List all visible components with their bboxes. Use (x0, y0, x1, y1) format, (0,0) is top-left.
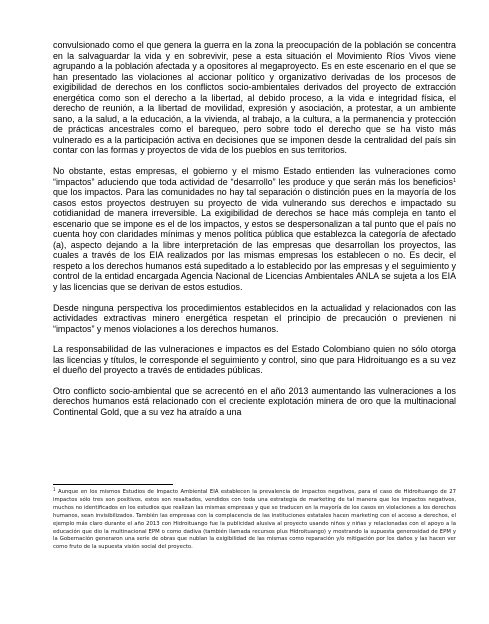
footnote-reference: 1 (452, 177, 456, 184)
body-paragraph-3: Desde ninguna perspectiva los procedimientos establecidos en la actualidad y relacionados con las actividades extractivas minero energética respetan el principio de precaución o previenen ni “impactos” y menos violaciones a los derechos humanos. (53, 302, 456, 334)
footnote-text: Aunque en los mismos Estudios de Impacto Ambiental EIA establecen la prevalencia de impactos negativos, para el caso de Hidroituango de 27 impactos sólo tres son positivos, estos son resaltados, vendidos con toda una estrategia de marketing de tal manera que los impactos negativos, muchos no identificados en los estudios que realizan las mismas empresas y que se traducen en la mayoría de los casos en violaciones a los derechos humanos, sean invisibilizados. También las empresas con la complacencia de las instituciones estatales hacen marketing con el acceso a derechos, el ejemplo más claro durante el año 2013 con Hidroituango fue la publicidad alusiva al proyecto usando niños y niñas y relacionadas con el apoyo a la educación que dio la multinacional EPM o como dadiva (también llamada recursos plus Hidroituango) y mostrando la supuesta generosidad de EPM y la Gobernación generaron una serie de obras que nublan la exigibilidad de las mismas como reparación y/o mitigación por los daños y las hacen ver como fruto de la supuesta visión social del proyecto. (53, 489, 456, 551)
body-paragraph-4: La responsabilidad de las vulneraciones e impactos es del Estado Colombiano quien no sólo otorga las licencias y títulos, le corresponde el seguimiento y control, sino que para Hidroituango es a su vez el dueño del proyecto a través de entidades públicas. (53, 344, 456, 376)
body-paragraph-1: convulsionado como el que genera la guerra en la zona la preocupación de la población se concentra en la salvaguardar la vida y en sobrevivir, pese a esta situación el Movimiento Ríos Vivos viene agrupando a la población afectada y a opositores al megaproyecto. Es en este escenario en el que se han presentado las violaciones al accionar político y organizativo derivadas de los procesos de exigibilidad de derechos en los conflictos socio-ambientales derivados del proyecto de extracción energética como son el derecho a la libertad, al debido proceso, a la vida e integridad física, el derecho de reunión, a la libertad de movilidad, expresión y asociación, a protestar, a un ambiente sano, a la salud, a la educación, a la vivienda, al trabajo, a la cultura, a la permanencia y protección de prácticas ancestrales como el barequeo, pero sobre todo el derecho que se ha visto más vulnerado es a la participación activa en decisiones que se imponen desde la centralidad del país sin contar con las formas y proyectos de vida de los pueblos en sus territorios. (53, 40, 456, 156)
footnote-number: 1 (53, 487, 56, 492)
footnote (53, 489, 456, 552)
footnote-separator (53, 484, 173, 485)
body-paragraph-2 (53, 166, 456, 293)
body-paragraph-5: Otro conflicto socio-ambiental que se acrecentó en el año 2013 aumentando las vulneraciones a los derechos humanos está relacionado con el creciente explotación minera de oro que la multinacional Continental Gold, que a su vez ha atraído a una (53, 385, 456, 417)
paragraph-2-text-start: No obstante, estas empresas, el gobierno y el mismo Estado entienden las vulneraciones como “impactos” aduciendo que toda actividad de “desarrollo” les produce y que serán más los beneficios (53, 166, 456, 187)
paragraph-2-text-end: que los impactos. Para las comunidades no hay tal separación o distinción pues en la mayoría de los casos estos proyectos destruyen su proyecto de vida vulnerando sus derechos e impactado su cotidianidad de manera irreversible. La exigibilidad de derechos se hace más compleja en tanto el escenario que se impone es el de los impactos, y estos se despersonalizan a tal punto que el país no cuenta hoy con claridades mínimas y menos política pública que establezca la categoría de afectado (a), aspecto dejando a la libre interpretación de las empresas que desarrollan los proyectos, las cuales a través de los EIA realizados por las mismas empresas los establecen o no. Es decir, el respeto a los derechos humanos está supeditado a lo establecido por las empresas y el seguimiento y control de la entidad encargada Agencia Nacional de Licencias Ambientales ANLA se sujeta a los EIA y las licencias que se derivan de estos estudios. (53, 187, 456, 293)
